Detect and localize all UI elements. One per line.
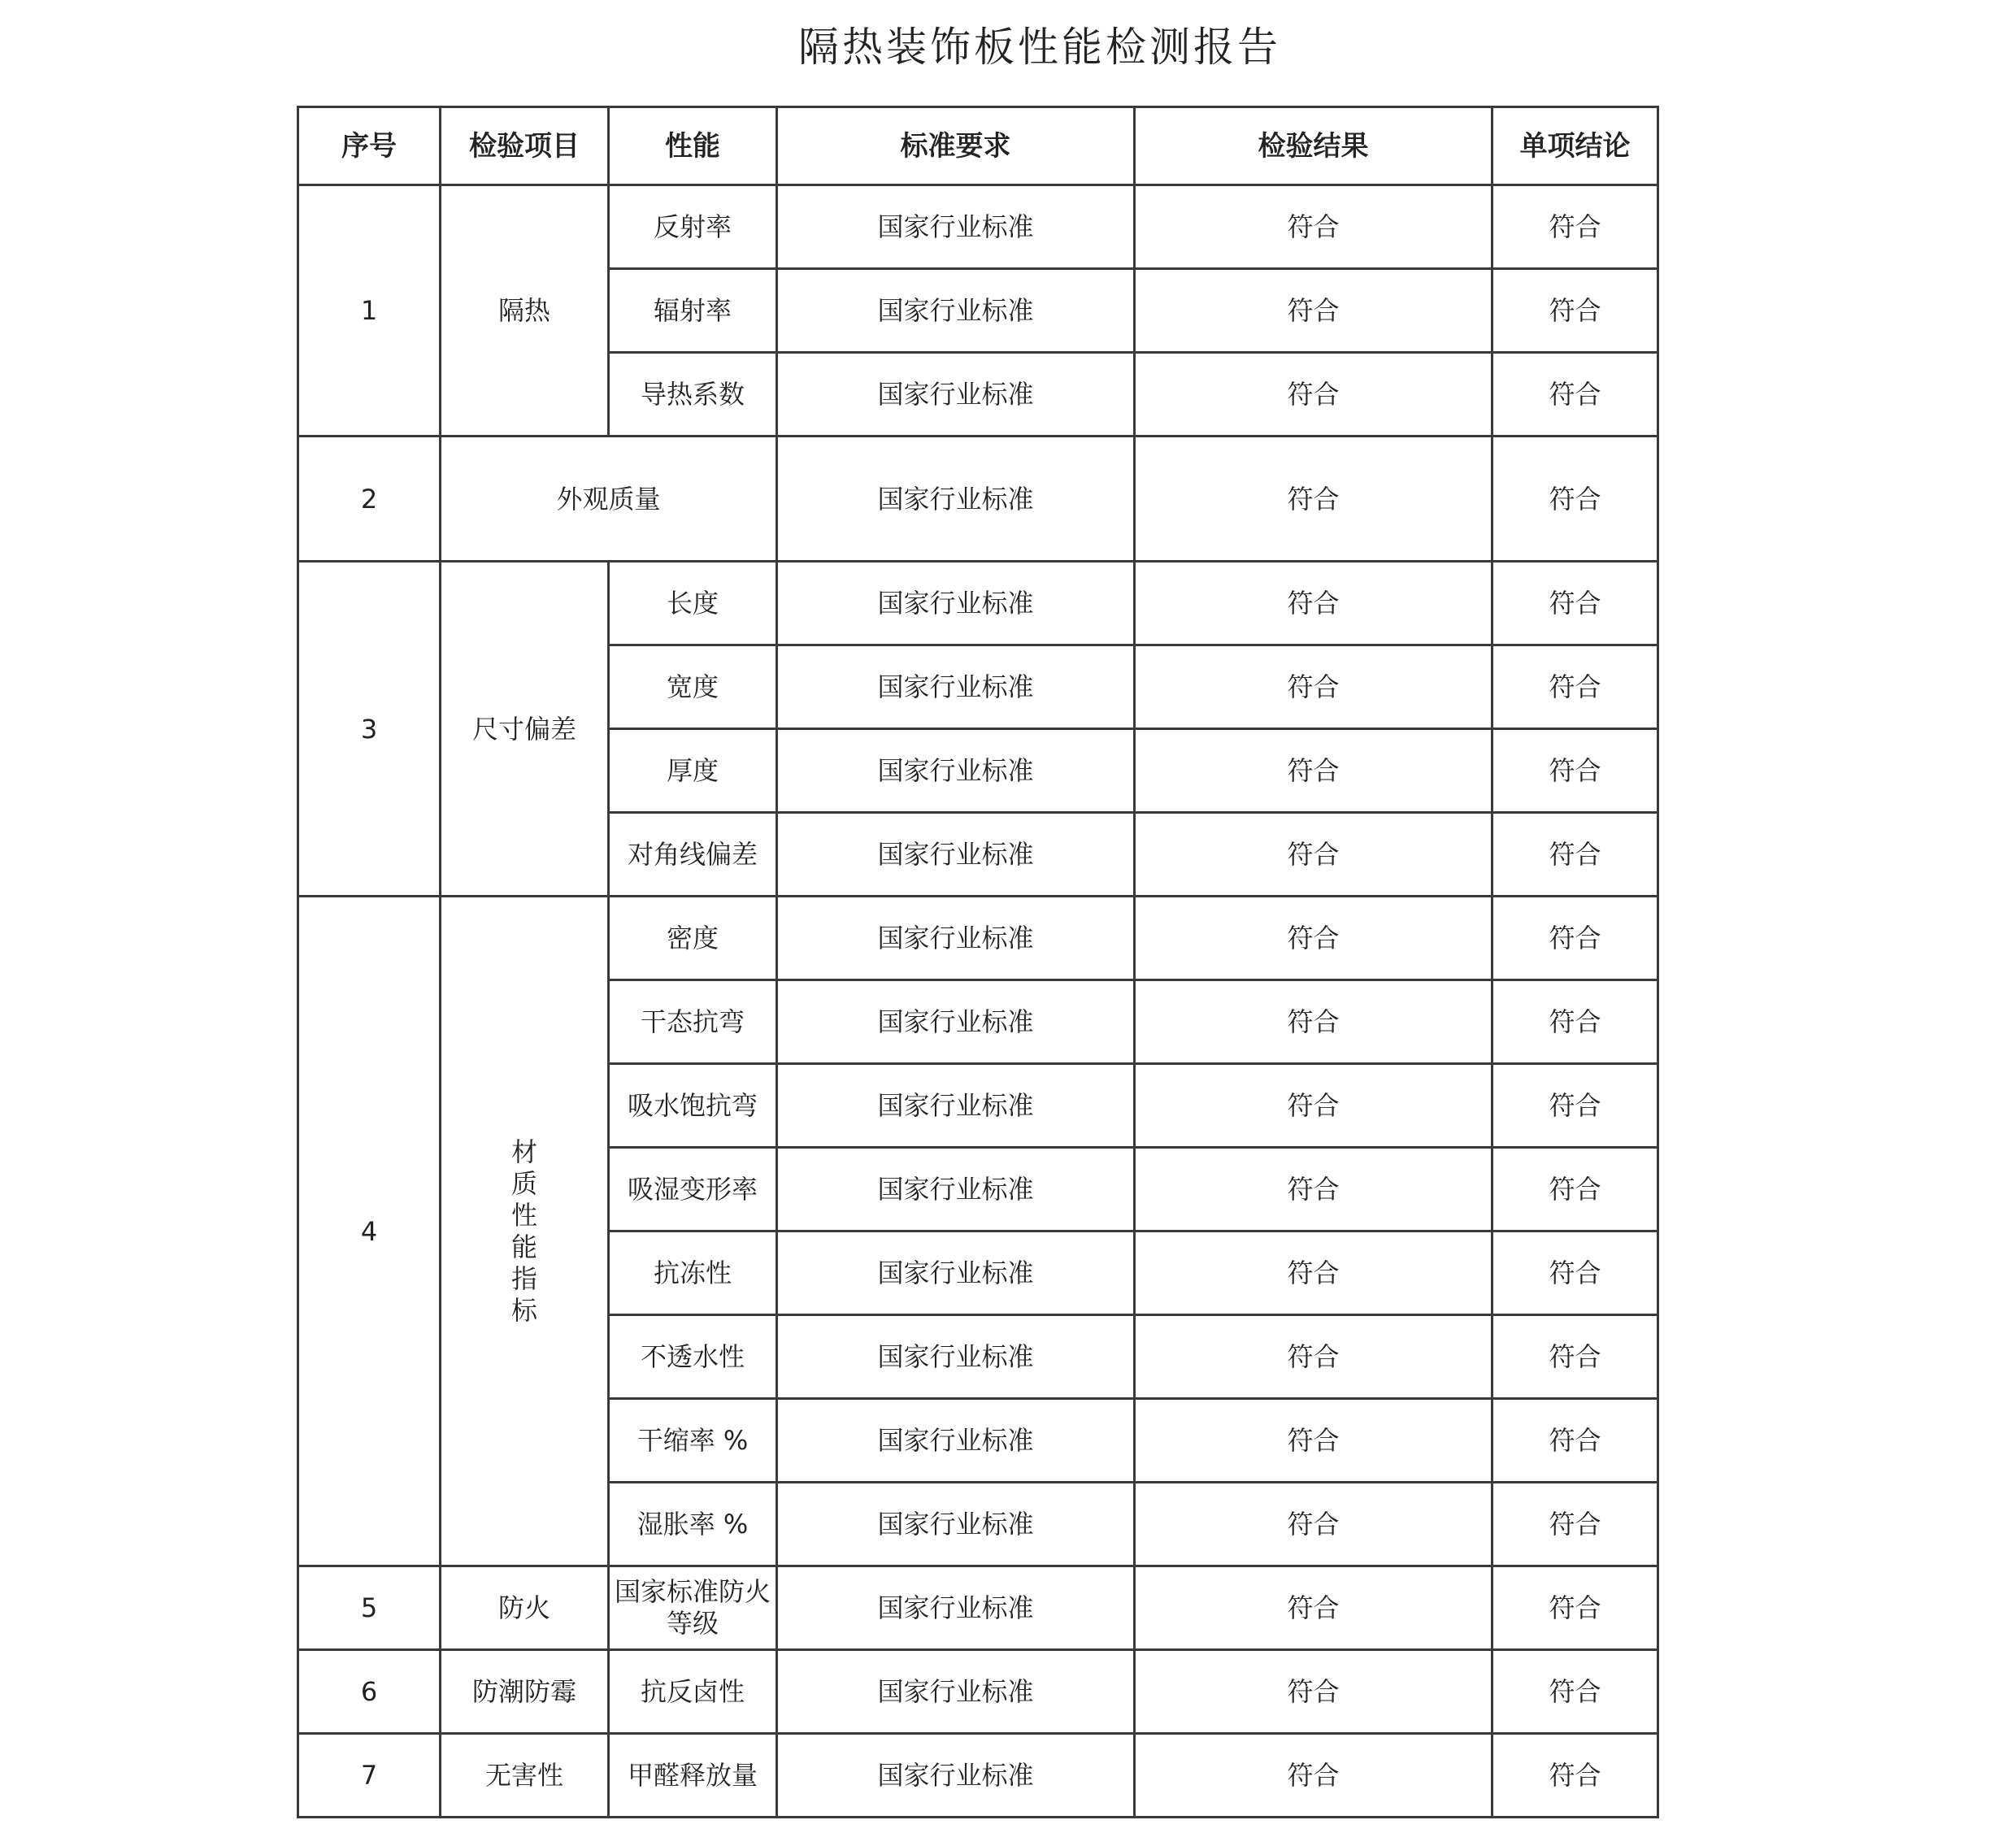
serial-no-cell — [298, 1734, 441, 1818]
conclusion-cell-text: 符合 — [1549, 671, 1601, 702]
conclusion-cell — [1492, 1483, 1658, 1566]
conclusion-cell-text: 符合 — [1549, 1592, 1601, 1623]
result-cell-text: 符合 — [1287, 588, 1340, 619]
conclusion-cell-text: 符合 — [1549, 1760, 1601, 1791]
result-cell-text: 符合 — [1287, 1425, 1340, 1456]
performance-cell — [609, 1734, 777, 1818]
conclusion-cell-text: 符合 — [1549, 379, 1601, 410]
standard-cell-text: 国家行业标准 — [877, 1257, 1034, 1288]
result-cell-text: 符合 — [1287, 379, 1340, 410]
inspection-item-cell — [441, 1566, 609, 1650]
standard-cell — [777, 269, 1135, 353]
conclusion-cell-text: 符合 — [1549, 295, 1601, 326]
performance-cell — [609, 1650, 777, 1734]
inspection-item-cell-text: 无害性 — [484, 1760, 563, 1791]
performance-cell — [609, 897, 777, 980]
performance-cell — [609, 1566, 777, 1650]
header-conclusion: 单项结论 — [1492, 107, 1658, 185]
conclusion-cell — [1492, 562, 1658, 645]
standard-cell — [777, 353, 1135, 437]
conclusion-cell-text: 符合 — [1549, 1509, 1601, 1540]
performance-cell — [609, 1483, 777, 1566]
table-header-row — [298, 107, 1658, 185]
standard-cell-text: 国家行业标准 — [877, 483, 1034, 515]
performance-cell-text: 国家标准防火等级 — [615, 1576, 771, 1639]
conclusion-cell-text: 符合 — [1549, 755, 1601, 786]
conclusion-cell — [1492, 1315, 1658, 1399]
performance-cell — [609, 185, 777, 269]
result-cell — [1135, 1148, 1492, 1231]
result-cell-text: 符合 — [1287, 295, 1340, 326]
conclusion-cell — [1492, 1064, 1658, 1148]
performance-cell — [609, 1064, 777, 1148]
serial-no-cell — [298, 1650, 441, 1734]
standard-cell — [777, 813, 1135, 897]
performance-cell — [609, 1148, 777, 1231]
result-cell — [1135, 729, 1492, 813]
page-title: 隔热装饰板性能检测报告 — [798, 24, 1281, 71]
standard-cell-text: 国家行业标准 — [877, 839, 1034, 870]
serial-no-cell-text: 1 — [360, 295, 378, 326]
performance-cell-text: 吸湿变形率 — [627, 1174, 758, 1205]
result-cell-text: 符合 — [1287, 211, 1340, 242]
result-cell-text: 符合 — [1287, 1174, 1340, 1205]
result-cell-text: 符合 — [1287, 1257, 1340, 1288]
result-cell — [1135, 1650, 1492, 1734]
conclusion-cell-text: 符合 — [1549, 211, 1601, 242]
standard-cell-text: 国家行业标准 — [877, 1341, 1034, 1372]
serial-no-cell — [298, 437, 441, 562]
standard-cell-text: 国家行业标准 — [877, 588, 1034, 619]
standard-cell — [777, 185, 1135, 269]
conclusion-cell-text: 符合 — [1549, 1174, 1601, 1205]
result-cell — [1135, 437, 1492, 562]
result-cell — [1135, 1483, 1492, 1566]
result-cell — [1135, 185, 1492, 269]
inspection-item-cell-text: 外观质量 — [556, 483, 661, 515]
performance-cell — [609, 269, 777, 353]
result-cell-text: 符合 — [1287, 1592, 1340, 1623]
performance-cell-text: 宽度 — [666, 671, 719, 702]
standard-cell — [777, 1231, 1135, 1315]
standard-cell — [777, 897, 1135, 980]
result-cell-text: 符合 — [1287, 1676, 1340, 1707]
table-row — [298, 437, 1658, 562]
table-body — [298, 185, 1658, 1818]
performance-cell — [609, 645, 777, 729]
standard-cell-text: 国家行业标准 — [877, 1174, 1034, 1205]
table-row — [298, 1566, 1658, 1650]
standard-cell-text: 国家行业标准 — [877, 1425, 1034, 1456]
conclusion-cell-text: 符合 — [1549, 923, 1601, 953]
serial-no-cell — [298, 897, 441, 1566]
table-row — [298, 1734, 1658, 1818]
conclusion-cell-text: 符合 — [1549, 1006, 1601, 1037]
inspection-item-cell — [441, 1734, 609, 1818]
inspection-item-cell-text: 防潮防霉 — [471, 1676, 576, 1707]
standard-cell-text: 国家行业标准 — [877, 923, 1034, 953]
conclusion-cell-text: 符合 — [1549, 1257, 1601, 1288]
conclusion-cell-text: 符合 — [1549, 1676, 1601, 1707]
result-cell — [1135, 1315, 1492, 1399]
conclusion-cell — [1492, 1231, 1658, 1315]
conclusion-cell-text: 符合 — [1549, 483, 1601, 515]
performance-cell-text: 干态抗弯 — [640, 1006, 745, 1037]
performance-cell-text: 对角线偏差 — [627, 839, 758, 870]
standard-cell-text: 国家行业标准 — [877, 1676, 1034, 1707]
performance-cell-text: 湿胀率 % — [637, 1509, 749, 1540]
conclusion-cell-text: 符合 — [1549, 1341, 1601, 1372]
standard-cell — [777, 437, 1135, 562]
standard-cell-text: 国家行业标准 — [877, 379, 1034, 410]
conclusion-cell — [1492, 813, 1658, 897]
serial-no-cell — [298, 185, 441, 437]
standard-cell-text: 国家行业标准 — [877, 1090, 1034, 1121]
performance-cell — [609, 813, 777, 897]
serial-no-cell — [298, 1566, 441, 1650]
performance-cell-text: 干缩率 % — [637, 1425, 749, 1456]
serial-no-cell-text: 5 — [360, 1592, 378, 1623]
performance-cell — [609, 562, 777, 645]
standard-cell-text: 国家行业标准 — [877, 1006, 1034, 1037]
performance-cell — [609, 1231, 777, 1315]
result-cell-text: 符合 — [1287, 671, 1340, 702]
inspection-item-cell-text: 尺寸偏差 — [471, 713, 576, 745]
performance-cell-text: 抗反卤性 — [640, 1676, 745, 1707]
result-cell — [1135, 1231, 1492, 1315]
result-cell-text: 符合 — [1287, 483, 1340, 515]
performance-cell-text: 长度 — [666, 588, 719, 619]
result-cell — [1135, 813, 1492, 897]
conclusion-cell — [1492, 980, 1658, 1064]
result-cell-text: 符合 — [1287, 1090, 1340, 1121]
result-cell — [1135, 1064, 1492, 1148]
standard-cell-text: 国家行业标准 — [877, 211, 1034, 242]
conclusion-cell — [1492, 729, 1658, 813]
result-cell-text: 符合 — [1287, 1760, 1340, 1791]
inspection-item-cell — [441, 185, 609, 437]
conclusion-cell — [1492, 1566, 1658, 1650]
result-cell — [1135, 269, 1492, 353]
performance-cell-text: 抗冻性 — [653, 1257, 732, 1288]
header-standard-requirement: 标准要求 — [777, 107, 1135, 185]
result-cell-text: 符合 — [1287, 1006, 1340, 1037]
standard-cell-text: 国家行业标准 — [877, 295, 1034, 326]
conclusion-cell — [1492, 645, 1658, 729]
serial-no-cell-text: 3 — [360, 713, 378, 745]
performance-cell-text: 反射率 — [653, 211, 732, 242]
table-row — [298, 1650, 1658, 1734]
inspection-item-cell-text: 防火 — [497, 1592, 550, 1623]
conclusion-cell-text: 符合 — [1549, 1090, 1601, 1121]
serial-no-cell — [298, 562, 441, 897]
result-cell-text: 符合 — [1287, 923, 1340, 953]
performance-cell — [609, 729, 777, 813]
result-cell — [1135, 353, 1492, 437]
result-cell-text: 符合 — [1287, 1509, 1340, 1540]
standard-cell — [777, 1650, 1135, 1734]
conclusion-cell-text: 符合 — [1549, 1425, 1601, 1456]
serial-no-cell-text: 2 — [360, 483, 378, 515]
inspection-item-cell — [441, 897, 609, 1566]
table-row — [298, 185, 1658, 269]
header-performance: 性能 — [609, 107, 777, 185]
conclusion-cell — [1492, 1399, 1658, 1483]
standard-cell-text: 国家行业标准 — [877, 671, 1034, 702]
inspection-item-cell — [441, 1650, 609, 1734]
serial-no-cell-text: 6 — [360, 1676, 378, 1707]
standard-cell — [777, 1566, 1135, 1650]
result-cell-text: 符合 — [1287, 755, 1340, 786]
conclusion-cell — [1492, 1148, 1658, 1231]
performance-cell-text: 甲醛释放量 — [627, 1760, 758, 1791]
standard-cell — [777, 980, 1135, 1064]
standard-cell-text: 国家行业标准 — [877, 755, 1034, 786]
header-inspection-item: 检验项目 — [441, 107, 609, 185]
performance-cell — [609, 980, 777, 1064]
result-cell — [1135, 562, 1492, 645]
standard-cell — [777, 562, 1135, 645]
performance-cell — [609, 353, 777, 437]
performance-cell — [609, 1399, 777, 1483]
inspection-item-cell-text: 材质性能指标 — [511, 1136, 537, 1326]
inspection-item-cell — [441, 562, 609, 897]
result-cell — [1135, 1399, 1492, 1483]
performance-cell-text: 厚度 — [666, 755, 719, 786]
conclusion-cell-text: 符合 — [1549, 588, 1601, 619]
conclusion-cell — [1492, 437, 1658, 562]
standard-cell-text: 国家行业标准 — [877, 1509, 1034, 1540]
conclusion-cell — [1492, 897, 1658, 980]
performance-cell — [609, 1315, 777, 1399]
performance-cell-text: 辐射率 — [653, 295, 732, 326]
conclusion-cell — [1492, 1734, 1658, 1818]
conclusion-cell-text: 符合 — [1549, 839, 1601, 870]
result-cell — [1135, 980, 1492, 1064]
result-cell — [1135, 1734, 1492, 1818]
serial-no-cell-text: 7 — [360, 1760, 378, 1791]
standard-cell — [777, 1483, 1135, 1566]
standard-cell — [777, 1734, 1135, 1818]
performance-cell-text: 不透水性 — [640, 1341, 745, 1372]
serial-no-cell-text: 4 — [360, 1215, 378, 1247]
standard-cell — [777, 1315, 1135, 1399]
standard-cell — [777, 1148, 1135, 1231]
inspection-item-cell — [441, 437, 777, 562]
header-inspection-result: 检验结果 — [1135, 107, 1492, 185]
standard-cell-text: 国家行业标准 — [877, 1760, 1034, 1791]
result-cell — [1135, 897, 1492, 980]
performance-cell-text: 导热系数 — [640, 379, 745, 410]
performance-cell-text: 密度 — [666, 923, 719, 953]
standard-cell-text: 国家行业标准 — [877, 1592, 1034, 1623]
standard-cell — [777, 1064, 1135, 1148]
result-cell — [1135, 645, 1492, 729]
result-cell — [1135, 1566, 1492, 1650]
performance-cell-text: 吸水饱抗弯 — [627, 1090, 758, 1121]
conclusion-cell — [1492, 185, 1658, 269]
conclusion-cell — [1492, 353, 1658, 437]
result-cell-text: 符合 — [1287, 839, 1340, 870]
standard-cell — [777, 729, 1135, 813]
conclusion-cell — [1492, 269, 1658, 353]
table-row — [298, 562, 1658, 645]
header-serial-no: 序号 — [298, 107, 441, 185]
standard-cell — [777, 645, 1135, 729]
report-table — [297, 106, 1659, 1818]
standard-cell — [777, 1399, 1135, 1483]
table-row — [298, 897, 1658, 980]
conclusion-cell — [1492, 1650, 1658, 1734]
result-cell-text: 符合 — [1287, 1341, 1340, 1372]
inspection-item-cell-text: 隔热 — [497, 295, 550, 326]
